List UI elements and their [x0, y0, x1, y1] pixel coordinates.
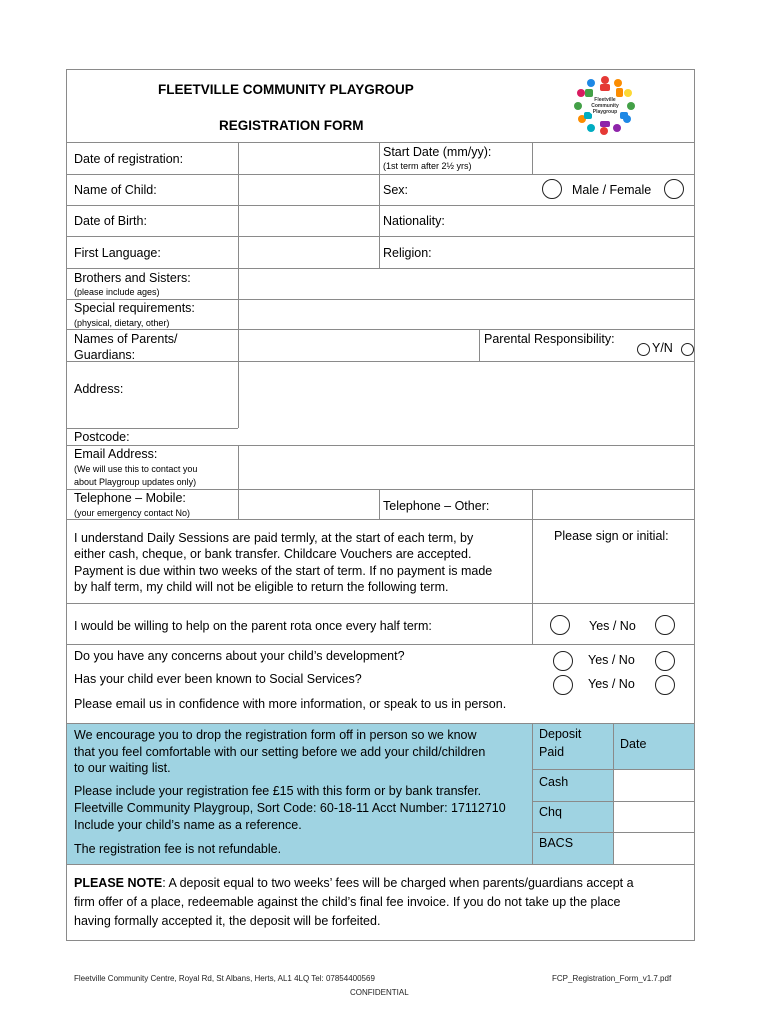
telephone-other-input[interactable]	[533, 490, 693, 519]
guardians-label: Guardians:	[74, 348, 136, 362]
development-no-radio[interactable]	[655, 651, 675, 671]
info-p1-line-1: We encourage you to drop the registration form off in person so we know	[74, 728, 477, 742]
special-requirements-note: (physical, dietary, other)	[74, 318, 170, 328]
date-of-registration-label: Date of registration:	[74, 152, 184, 166]
date-of-birth-label: Date of Birth:	[74, 214, 147, 228]
rota-question: I would be willing to help on the parent rota once every half term:	[74, 619, 432, 633]
terms-line-2: either cash, cheque, or bank transfer. Childcare Vouchers are accepted.	[74, 547, 472, 561]
start-date-input[interactable]	[533, 143, 693, 173]
social-services-yes-no: Yes / No	[588, 677, 635, 691]
registration-form	[66, 69, 695, 941]
parental-responsibility-no-radio[interactable]	[681, 343, 694, 356]
parents-input[interactable]	[239, 330, 478, 361]
name-of-child-input[interactable]	[239, 175, 378, 205]
yn-label: Y/N	[652, 341, 673, 355]
chq-label: Chq	[539, 805, 562, 819]
terms-line-1: I understand Daily Sessions are paid termly, at the start of each term, by	[74, 531, 474, 545]
rota-no-radio[interactable]	[655, 615, 675, 635]
development-question: Do you have any concerns about your child’s development?	[74, 649, 405, 663]
info-p2-line-1: Please include your registration fee £15 with this form or by bank transfer.	[74, 784, 482, 798]
social-services-yes-radio[interactable]	[553, 675, 573, 695]
date-of-birth-input[interactable]	[239, 206, 378, 236]
please-note-line-3: having formally accepted it, the deposit will be forfeited.	[74, 914, 381, 928]
chq-date-input[interactable]	[614, 802, 694, 832]
address-input[interactable]	[239, 362, 693, 428]
cash-date-input[interactable]	[614, 770, 694, 801]
sign-label: Please sign or initial:	[554, 529, 669, 543]
first-language-label: First Language:	[74, 246, 161, 260]
please-note-label: PLEASE NOTE	[74, 876, 163, 890]
form-title: REGISTRATION FORM	[219, 118, 364, 133]
siblings-input[interactable]	[239, 269, 693, 298]
info-p2-line-3: Include your child’s name as a reference.	[74, 818, 302, 832]
development-yes-no: Yes / No	[588, 653, 635, 667]
start-date-label: Start Date (mm/yy):	[383, 145, 492, 159]
postcode-label: Postcode:	[74, 430, 130, 444]
religion-input[interactable]	[533, 237, 693, 268]
terms-line-3: Payment is due within two weeks of the start of term. If no payment is made	[74, 564, 493, 578]
social-services-no-radio[interactable]	[655, 675, 675, 695]
deposit-label: Deposit	[539, 727, 582, 741]
please-note-line-2: firm offer of a place, redeemable against the child’s final fee invoice. If you do not take up the place	[74, 895, 621, 909]
date-label: Date	[620, 737, 647, 751]
bacs-label: BACS	[539, 836, 574, 850]
email-note-2: about Playgroup updates only)	[74, 477, 197, 487]
telephone-mobile-label: Telephone – Mobile:	[74, 491, 186, 505]
sex-options: Male / Female	[572, 183, 652, 197]
male-radio[interactable]	[542, 179, 562, 199]
telephone-other-label: Telephone – Other:	[383, 499, 490, 513]
footer-confidential: CONFIDENTIAL	[350, 988, 409, 997]
email-note-1: (We will use this to contact you	[74, 464, 198, 474]
name-of-child-label: Name of Child:	[74, 183, 157, 197]
sex-label: Sex:	[383, 183, 409, 197]
playgroup-logo	[572, 74, 638, 136]
signature-field[interactable]	[533, 548, 693, 602]
parental-responsibility-label: Parental Responsibility:	[484, 332, 615, 346]
info-p3: The registration fee is not refundable.	[74, 842, 282, 856]
terms-line-4: by half term, my child will not be eligible to return the following term.	[74, 580, 449, 594]
date-of-registration-input[interactable]	[239, 143, 378, 173]
parents-label: Names of Parents/	[74, 332, 178, 346]
telephone-mobile-note: (your emergency contact No)	[74, 508, 191, 518]
social-services-question: Has your child ever been known to Social Services?	[74, 672, 362, 686]
email-label: Email Address:	[74, 447, 158, 461]
telephone-mobile-input[interactable]	[239, 490, 378, 519]
rota-yes-no: Yes / No	[589, 619, 636, 633]
parental-responsibility-yes-radio[interactable]	[637, 343, 650, 356]
email-confidence-note: Please email us in confidence with more information, or speak to us in person.	[74, 697, 507, 711]
footer-filename: FCP_Registration_Form_v1.7.pdf	[552, 974, 672, 983]
info-p1-line-2: that you feel comfortable with our setting before we add your child/children	[74, 745, 486, 759]
logo-text: Fleetville Community Playgroup	[591, 97, 619, 115]
please-note-line-1: PLEASE NOTE: A deposit equal to two weeks’ fees will be charged when parents/guardians accept a	[74, 876, 634, 890]
address-label: Address:	[74, 382, 124, 396]
nationality-input[interactable]	[533, 206, 693, 236]
siblings-label: Brothers and Sisters:	[74, 271, 191, 285]
bacs-date-input[interactable]	[614, 833, 694, 864]
info-p1-line-3: to our waiting list.	[74, 761, 171, 775]
cash-label: Cash	[539, 775, 569, 789]
org-name: FLEETVILLE COMMUNITY PLAYGROUP	[158, 82, 414, 97]
info-p2-line-2: Fleetville Community Playgroup, Sort Code: 60-18-11 Acct Number: 17112710	[74, 801, 506, 815]
footer-address: Fleetville Community Centre, Royal Rd, St Albans, Herts, AL1 4LQ Tel: 07854400569	[74, 974, 375, 983]
email-input[interactable]	[239, 446, 693, 489]
female-radio[interactable]	[664, 179, 684, 199]
siblings-note: (please include ages)	[74, 287, 160, 297]
special-requirements-label: Special requirements:	[74, 301, 195, 315]
special-requirements-input[interactable]	[239, 300, 693, 329]
development-yes-radio[interactable]	[553, 651, 573, 671]
start-date-note: (1st term after 2½ yrs)	[383, 161, 472, 171]
religion-label: Religion:	[383, 246, 432, 260]
paid-label: Paid	[539, 745, 565, 759]
first-language-input[interactable]	[239, 237, 378, 268]
rota-yes-radio[interactable]	[550, 615, 570, 635]
nationality-label: Nationality:	[383, 214, 445, 228]
